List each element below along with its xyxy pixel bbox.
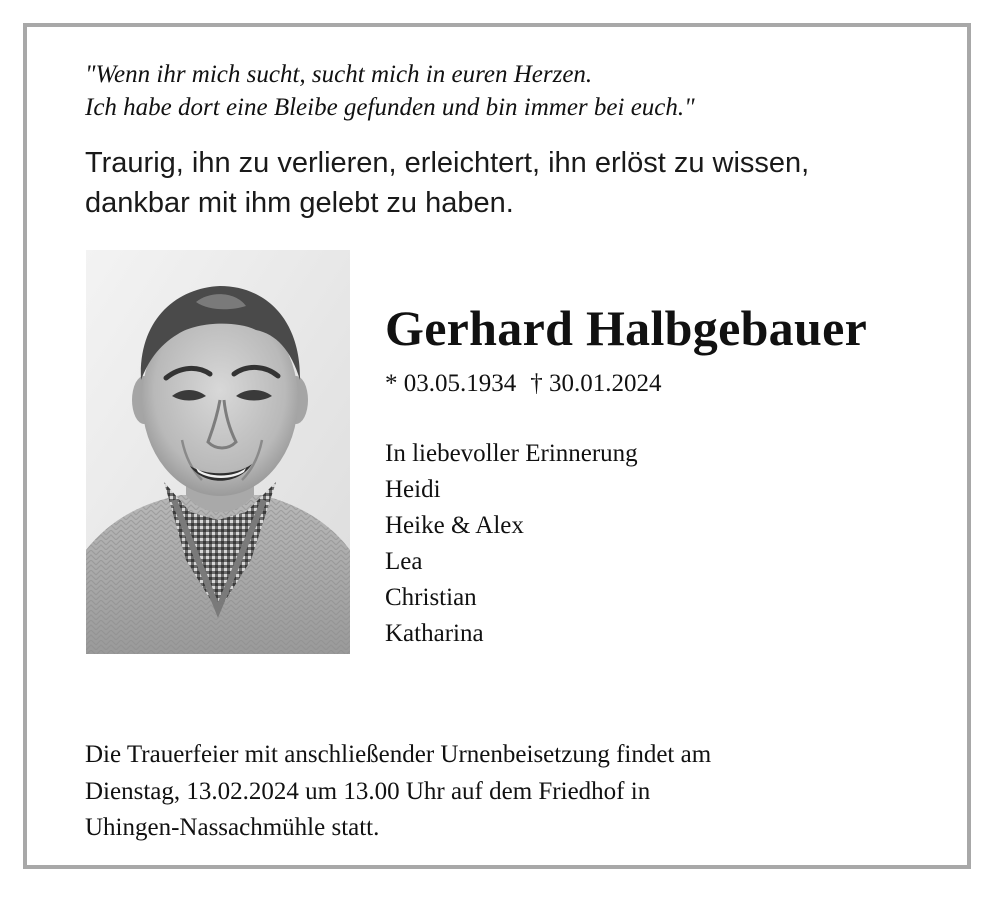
life-dates xyxy=(385,368,676,400)
quote-line-1: "Wenn ihr mich sucht, sucht mich in euren Herzen. xyxy=(85,61,593,88)
family-member: Christian xyxy=(385,584,477,611)
service-line-3: Uhingen-Nassachmühle statt. xyxy=(85,814,380,841)
funeral-service-notice xyxy=(85,737,711,847)
portrait-image xyxy=(86,250,350,654)
family-heading: In liebevoller Erinnerung xyxy=(385,440,638,467)
family-block xyxy=(385,436,638,652)
family-member: Katharina xyxy=(385,620,484,647)
quote-block xyxy=(85,58,695,124)
intro-text xyxy=(85,143,809,223)
death-date: † 30.01.2024 xyxy=(530,370,662,397)
birth-date: * 03.05.1934 xyxy=(385,370,517,397)
quote-line-2: Ich habe dort eine Bleibe gefunden und bin immer bei euch." xyxy=(85,94,695,121)
service-line-2: Dienstag, 13.02.2024 um 13.00 Uhr auf dem Friedhof in xyxy=(85,777,651,805)
service-line-1: Die Trauerfeier mit anschließender Urnenbeisetzung findet am xyxy=(85,741,712,768)
portrait-photo xyxy=(86,250,350,654)
deceased-name: Gerhard Halbgebauer xyxy=(385,300,868,356)
family-member: Lea xyxy=(385,548,423,575)
intro-line-1: Traurig, ihn zu verlieren, erleichtert, ihn erlöst zu wissen, xyxy=(85,147,810,179)
intro-line-2: dankbar mit ihm gelebt zu haben. xyxy=(85,187,514,219)
family-member: Heike & Alex xyxy=(385,512,524,539)
family-member: Heidi xyxy=(385,476,441,503)
